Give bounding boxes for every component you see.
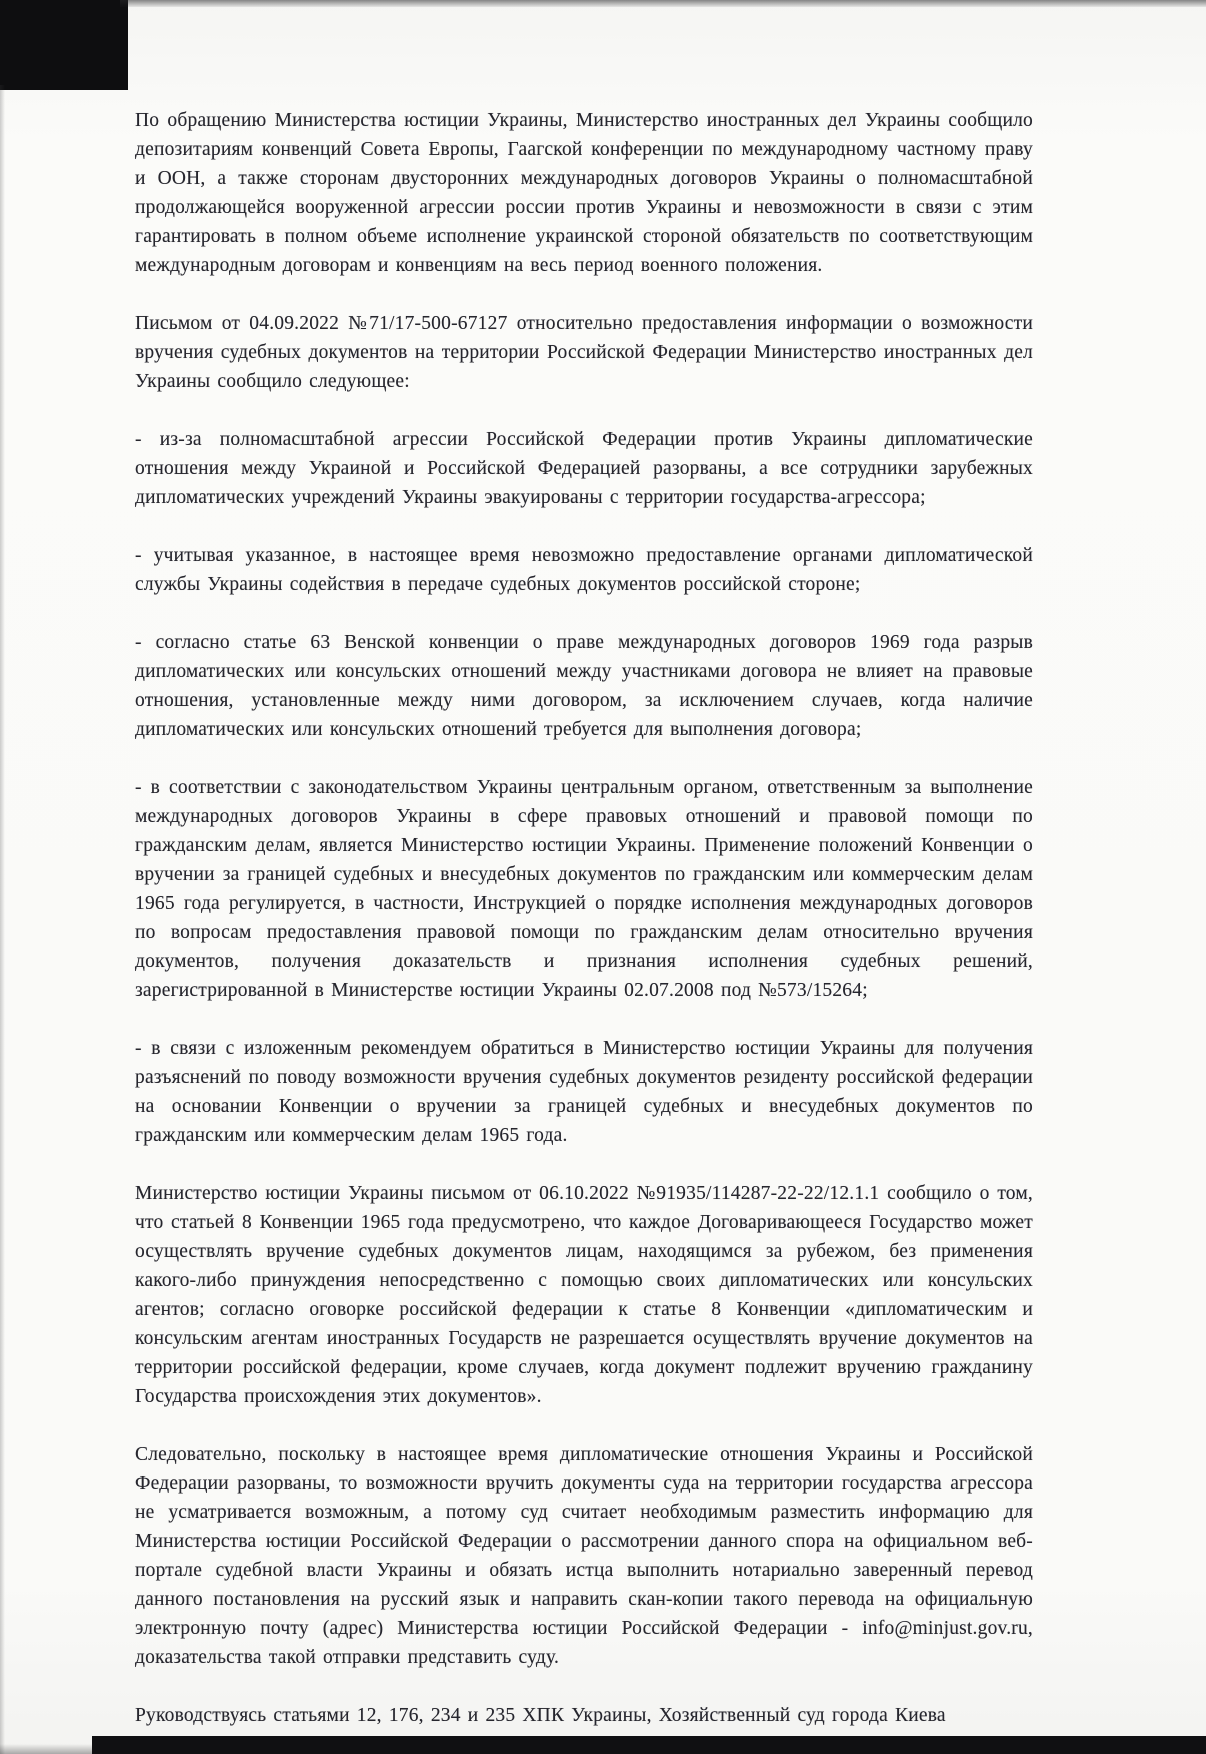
- paragraph: - из-за полномасштабной агрессии Российской Федерации против Украины дипломатические отношения между Украиной и Российской Федерацией разорваны, а все сотрудники зарубежных дипломатических учреждений Украины эвакуированы с территории государства-агрессора;: [135, 429, 1033, 508]
- paragraph: Письмом от 04.09.2022 №71/17-500-67127 относительно предоставления информации о возможности вручения судебных документов на территории Российской Федерации Министерство иностранных дел Украины сообщило следующее:: [135, 313, 1033, 392]
- paragraph: - согласно статье 63 Венской конвенции о праве международных договоров 1969 года разрыв дипломатических или консульских отношений между участниками договора не влияет на правовые отношения, установленные между ними договором, за исключением случаев, когда наличие дипломатических или консульских отношений требуется для выполнения договора;: [135, 632, 1033, 740]
- paragraph: - в соответствии с законодательством Украины центральным органом, ответственным за выполнение международных договоров Украины в сфере правовых отношений и правовой помощи по гражданским делам, является Министерство юстиции Украины. Применение положений Конвенции о вручении за границей судебных и внесудебных документов по гражданским или коммерческим делам 1965 года регулируется, в частности, Инструкцией о порядке исполнения международных договоров по вопросам предоставления правовой помощи по гражданским делам относительно вручения документов, получения доказательств и признания исполнения судебных решений, зарегистрированной в Министерстве юстиции Украины 02.07.2008 под №573/15264;: [135, 777, 1033, 1001]
- paragraph: Министерство юстиции Украины письмом от 06.10.2022 №91935/114287-22-22/12.1.1 сообщило о том, что статьей 8 Конвенции 1965 года предусмотрено, что каждое Договаривающееся Государство может осуществлять вручение судебных документов лицам, находящимся за рубежом, без применения какого-либо принуждения непосредственно с помощью своих дипломатических или консульских агентов; согласно оговорке российской федерации к статье 8 Конвенции «дипломатическим и консульским агентам иностранных Государств не разрешается осуществлять вручение документов на территории российской федерации, кроме случаев, когда документ подлежит вручению гражданину Государства происхождения этих документов».: [135, 1183, 1033, 1407]
- paragraph: Следовательно, поскольку в настоящее время дипломатические отношения Украины и Российской Федерации разорваны, то возможности вручить документы суда на территории государства агрессора не усматривается возможным, а потому суд считает необходимым разместить информацию для Министерства юстиции Российской Федерации о рассмотрении данного спора на официальном веб-портале судебной власти Украины и обязать истца выполнить нотариально заверенный перевод данного постановления на русский язык и направить скан-копии такого перевода на официальную электронную почту (адрес) Министерства юстиции Российской Федерации - info@minjust.gov.ru, доказательства такой отправки представить суду.: [135, 1444, 1033, 1668]
- scan-artifact-top-left-corner: [0, 0, 128, 90]
- scan-artifact-left-edge: [0, 85, 5, 1754]
- paragraph: - в связи с изложенным рекомендуем обратиться в Министерство юстиции Украины для получения разъяснений по поводу возможности вручения судебных документов резиденту российской федерации на основании Конвенции о вручении за границей судебных и внесудебных документов по гражданским или коммерческим делам 1965 года.: [135, 1038, 1033, 1146]
- paragraph: Руководствуясь статьями 12, 176, 234 и 235 ХПК Украины, Хозяйственный суд города Киева: [135, 1705, 946, 1726]
- paragraph: По обращению Министерства юстиции Украины, Министерство иностранных дел Украины сообщило депозитариям конвенций Совета Европы, Гаагской конференции по международному частному праву и ООН, а также сторонам двусторонних международных договоров Украины о полномасштабной продолжающейся вооруженной агрессии россии против Украины и невозможности в связи с этим гарантировать в полном объеме исполнение украинской стороной обязательств по соответствующим международным договорам и конвенциям на весь период военного положения.: [135, 110, 1033, 276]
- paragraph: - учитывая указанное, в настоящее время невозможно предоставление органами дипломатической службы Украины содействия в передаче судебных документов российской стороне;: [135, 545, 1033, 595]
- scan-artifact-bottom-smudge: [0, 1744, 92, 1754]
- document-text-block: [135, 106, 1033, 1730]
- scan-artifact-top-edge: [120, 0, 1206, 7]
- scan-artifact-bottom-bar: [92, 1736, 1206, 1754]
